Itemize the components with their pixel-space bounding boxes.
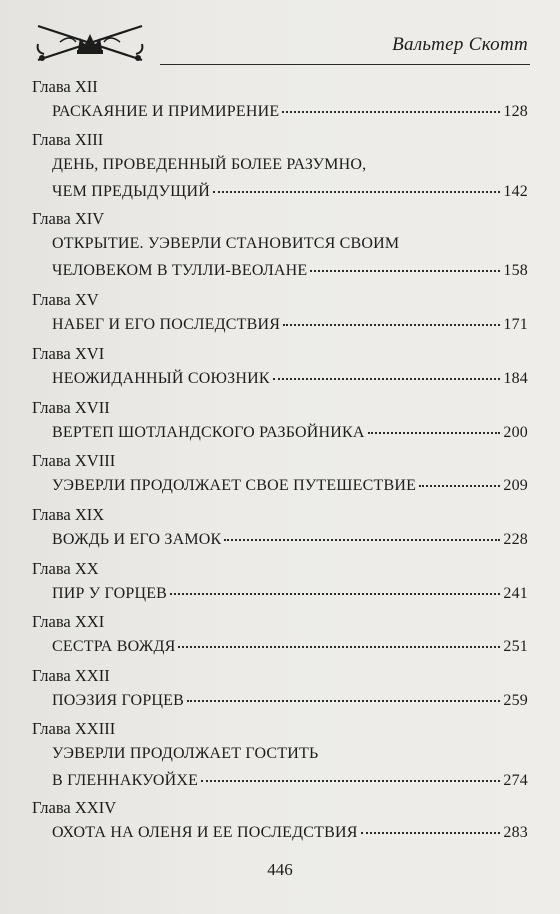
chapter-label: Глава XV: [32, 290, 99, 309]
chapter-label: Глава XX: [32, 559, 99, 578]
chapter-label: Глава XXII: [32, 666, 110, 685]
page-ref: 200: [503, 424, 528, 441]
toc-entry: [52, 772, 528, 790]
page-ref: 259: [503, 692, 528, 709]
crossed-swords-crown-ornament-icon: [30, 20, 150, 64]
page-ref: 128: [503, 103, 528, 120]
chapter-title: ОХОТА НА ОЛЕНЯ И ЕЕ ПОСЛЕДСТВИЯ: [52, 824, 358, 841]
running-head: Вальтер Скотт: [392, 34, 528, 55]
chapter-label: Глава XIX: [32, 505, 105, 524]
dot-leader: [283, 324, 500, 326]
chapter-label: Глава XXIII: [32, 719, 116, 738]
dot-leader: [213, 191, 500, 193]
toc-entry: [52, 370, 528, 388]
chapter-title: ВОЖДЬ И ЕГО ЗАМОК: [52, 531, 222, 548]
toc-entry: [52, 692, 528, 710]
page-ref: 228: [503, 531, 528, 548]
chapter-title: ЧЕМ ПРЕДЫДУЩИЙ: [52, 183, 210, 200]
dot-leader: [224, 539, 500, 541]
chapter-label: Глава XVII: [32, 398, 110, 417]
chapter-title: ОТКРЫТИЕ. УЭВЕРЛИ СТАНОВИТСЯ СВОИМ: [52, 235, 400, 252]
header-rule: [160, 64, 530, 65]
dot-leader: [361, 832, 501, 834]
toc-entry: [52, 638, 528, 656]
chapter-label: Глава XVI: [32, 344, 105, 363]
dot-leader: [201, 780, 500, 782]
dot-leader: [310, 270, 500, 272]
toc-entry: [52, 183, 528, 201]
chapter-label: Глава XII: [32, 77, 98, 96]
page-ref: 158: [503, 262, 528, 279]
chapter-title-line: [52, 235, 528, 253]
chapter-title: УЭВЕРЛИ ПРОДОЛЖАЕТ ГОСТИТЬ: [52, 745, 319, 762]
chapter-title-line: [52, 745, 528, 763]
chapter-label: Глава XXIV: [32, 798, 117, 817]
dot-leader: [368, 432, 501, 434]
dot-leader: [170, 593, 500, 595]
toc-entry: [52, 531, 528, 549]
page-ref: 184: [503, 370, 528, 387]
chapter-label: Глава XIV: [32, 209, 105, 228]
chapter-title: ПОЭЗИЯ ГОРЦЕВ: [52, 692, 185, 709]
toc-entry: [52, 424, 528, 442]
toc-entry: [52, 585, 528, 603]
chapter-title: ВЕРТЕП ШОТЛАНДСКОГО РАЗБОЙНИКА: [52, 424, 365, 441]
chapter-title: ПИР У ГОРЦЕВ: [52, 585, 168, 602]
page-ref: 142: [503, 183, 528, 200]
chapter-title: НАБЕГ И ЕГО ПОСЛЕДСТВИЯ: [52, 316, 281, 333]
chapter-title: УЭВЕРЛИ ПРОДОЛЖАЕТ СВОЕ ПУТЕШЕСТВИЕ: [52, 477, 417, 494]
dot-leader: [178, 646, 500, 648]
page-ref: 171: [503, 316, 528, 333]
toc-entry: [52, 262, 528, 280]
chapter-title: НЕОЖИДАННЫЙ СОЮЗНИК: [52, 370, 270, 387]
dot-leader: [187, 700, 500, 702]
chapter-title-line: [52, 156, 528, 174]
page-ref: 241: [503, 585, 528, 602]
chapter-label: Глава XVIII: [32, 451, 116, 470]
toc-entry: [52, 316, 528, 334]
chapter-title: СЕСТРА ВОЖДЯ: [52, 638, 176, 655]
chapter-title: РАСКАЯНИЕ И ПРИМИРЕНИЕ: [52, 103, 280, 120]
dot-leader: [273, 378, 501, 380]
dot-leader: [419, 485, 500, 487]
toc-entry: [52, 103, 528, 121]
chapter-label: Глава XIII: [32, 130, 104, 149]
page-ref: 209: [503, 477, 528, 494]
dot-leader: [282, 111, 500, 113]
chapter-title: В ГЛЕННАКУОЙХЕ: [52, 772, 199, 789]
page-ref: 274: [503, 772, 528, 789]
page-ref: 251: [503, 638, 528, 655]
chapter-label: Глава XXI: [32, 612, 105, 631]
chapter-title: ДЕНЬ, ПРОВЕДЕННЫЙ БОЛЕЕ РАЗУМНО,: [52, 156, 367, 173]
page-number: 446: [267, 860, 293, 879]
chapter-title: ЧЕЛОВЕКОМ В ТУЛЛИ-ВЕОЛАНЕ: [52, 262, 308, 279]
toc-entry: [52, 824, 528, 842]
page-header: [0, 0, 560, 72]
page-ref: 283: [503, 824, 528, 841]
toc-entry: [52, 477, 528, 495]
